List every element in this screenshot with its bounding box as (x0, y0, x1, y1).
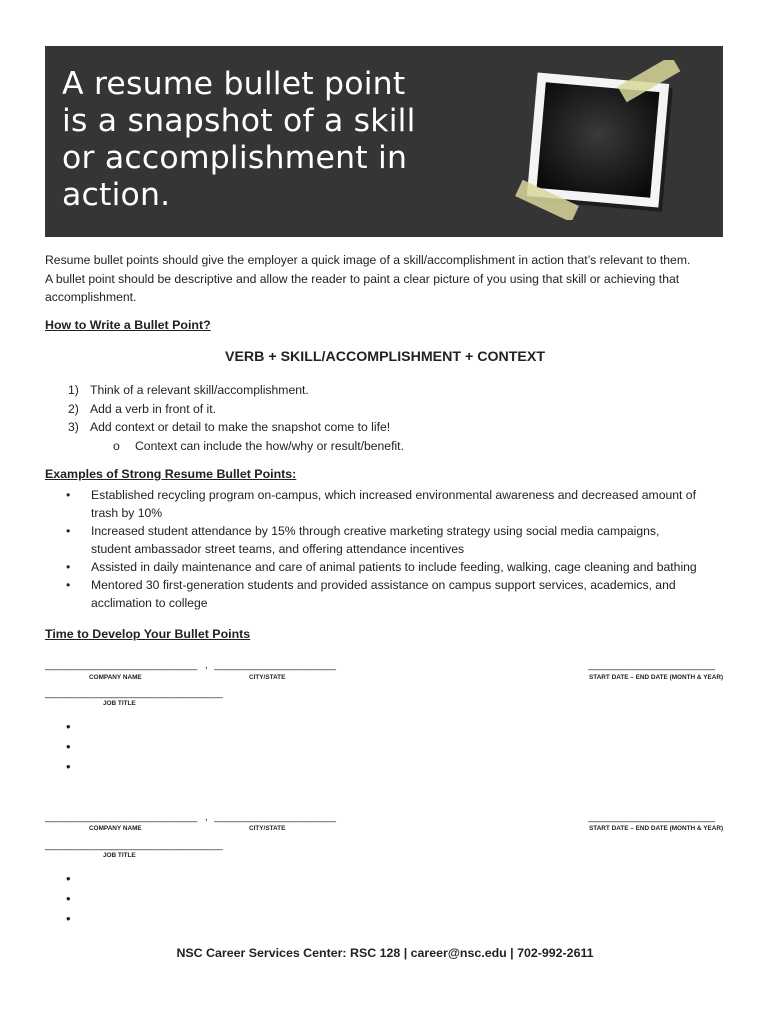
city-state-label: CITY/STATE (249, 825, 286, 832)
intro-line: accomplishment. (45, 290, 137, 304)
steps-list (68, 381, 404, 455)
bullet-icon: • (66, 891, 71, 906)
dates-line[interactable]: _________________________ (588, 812, 715, 823)
city-state-label: CITY/STATE (249, 674, 286, 681)
bullet-icon: • (66, 911, 71, 926)
dates-label: START DATE – END DATE (MONTH & YEAR) (589, 674, 724, 681)
list-item: • Assisted in daily maintenance and care of animal patients to include feeding, walking, cage cleaning and bathing (66, 560, 697, 574)
bullet-icon: • (66, 578, 71, 592)
header-banner (45, 46, 723, 237)
bullet-icon: • (66, 488, 71, 502)
job-title-line[interactable]: ___________________________________ (45, 840, 223, 851)
intro-paragraph (45, 251, 735, 307)
bullet-icon: • (66, 759, 71, 774)
company-name-label: COMPANY NAME (89, 825, 142, 832)
comma: , (205, 812, 208, 823)
intro-line: Resume bullet points should give the employer a quick image of a skill/accomplishment in action that’s relevant to them. (45, 253, 691, 267)
footer-contact: NSC Career Services Center: RSC 128 | career@nsc.edu | 702-992-2611 (176, 946, 594, 960)
job-title-label: JOB TITLE (103, 700, 136, 707)
how-to-heading: How to Write a Bullet Point? (45, 318, 211, 332)
banner-title-line: A resume bullet point (62, 66, 406, 102)
bullet-icon: • (66, 560, 71, 574)
list-item: • Established recycling program on-campus, which increased environmental awareness and decreased amount of trash by 10% (66, 488, 696, 520)
examples-list (66, 486, 697, 612)
job-title-label: JOB TITLE (103, 852, 136, 859)
step-item: 1) Think of a relevant skill/accomplishment. (68, 383, 309, 397)
list-item: • Mentored 30 first-generation students and provided assistance on campus support services, academics, and acclimation to college (66, 578, 676, 610)
step-item: 2) Add a verb in front of it. (68, 401, 217, 416)
bullet-icon: • (66, 871, 71, 886)
comma: , (205, 660, 208, 671)
city-state-line[interactable]: ________________________ (214, 812, 336, 823)
develop-heading: Time to Develop Your Bullet Points (45, 627, 251, 641)
city-state-line[interactable]: ________________________ (214, 660, 336, 671)
job-title-line[interactable]: ___________________________________ (45, 688, 223, 699)
banner-title-line: action. (62, 177, 171, 213)
list-item: • Increased student attendance by 15% through creative marketing strategy using social media campaigns, student ambassador street teams, and offering attendance incentives (66, 524, 660, 556)
company-name-line[interactable]: ______________________________ (45, 812, 197, 823)
step-item: 3) Add context or detail to make the snapshot come to life! (68, 420, 391, 434)
banner-title-line: or accomplishment in (62, 140, 408, 176)
snapshot-photo-icon (514, 60, 682, 220)
company-name-label: COMPANY NAME (89, 674, 142, 681)
formula-heading: VERB + SKILL/ACCOMPLISHMENT + CONTEXT (224, 349, 546, 365)
banner-title-line: is a snapshot of a skill (62, 103, 416, 139)
bullet-icon: • (66, 524, 71, 538)
dates-label: START DATE – END DATE (MONTH & YEAR) (589, 825, 724, 832)
intro-line: A bullet point should be descriptive and allow the reader to paint a clear picture of you using that skill or achieving that (45, 271, 680, 286)
sub-step-item: o Context can include the how/why or result/benefit. (113, 438, 404, 453)
banner-title (62, 66, 416, 214)
bullet-icon: • (66, 739, 71, 754)
bullet-icon: • (66, 719, 71, 734)
dates-line[interactable]: _________________________ (588, 660, 715, 671)
examples-heading: Examples of Strong Resume Bullet Points: (45, 467, 297, 481)
company-name-line[interactable]: ______________________________ (45, 660, 197, 671)
